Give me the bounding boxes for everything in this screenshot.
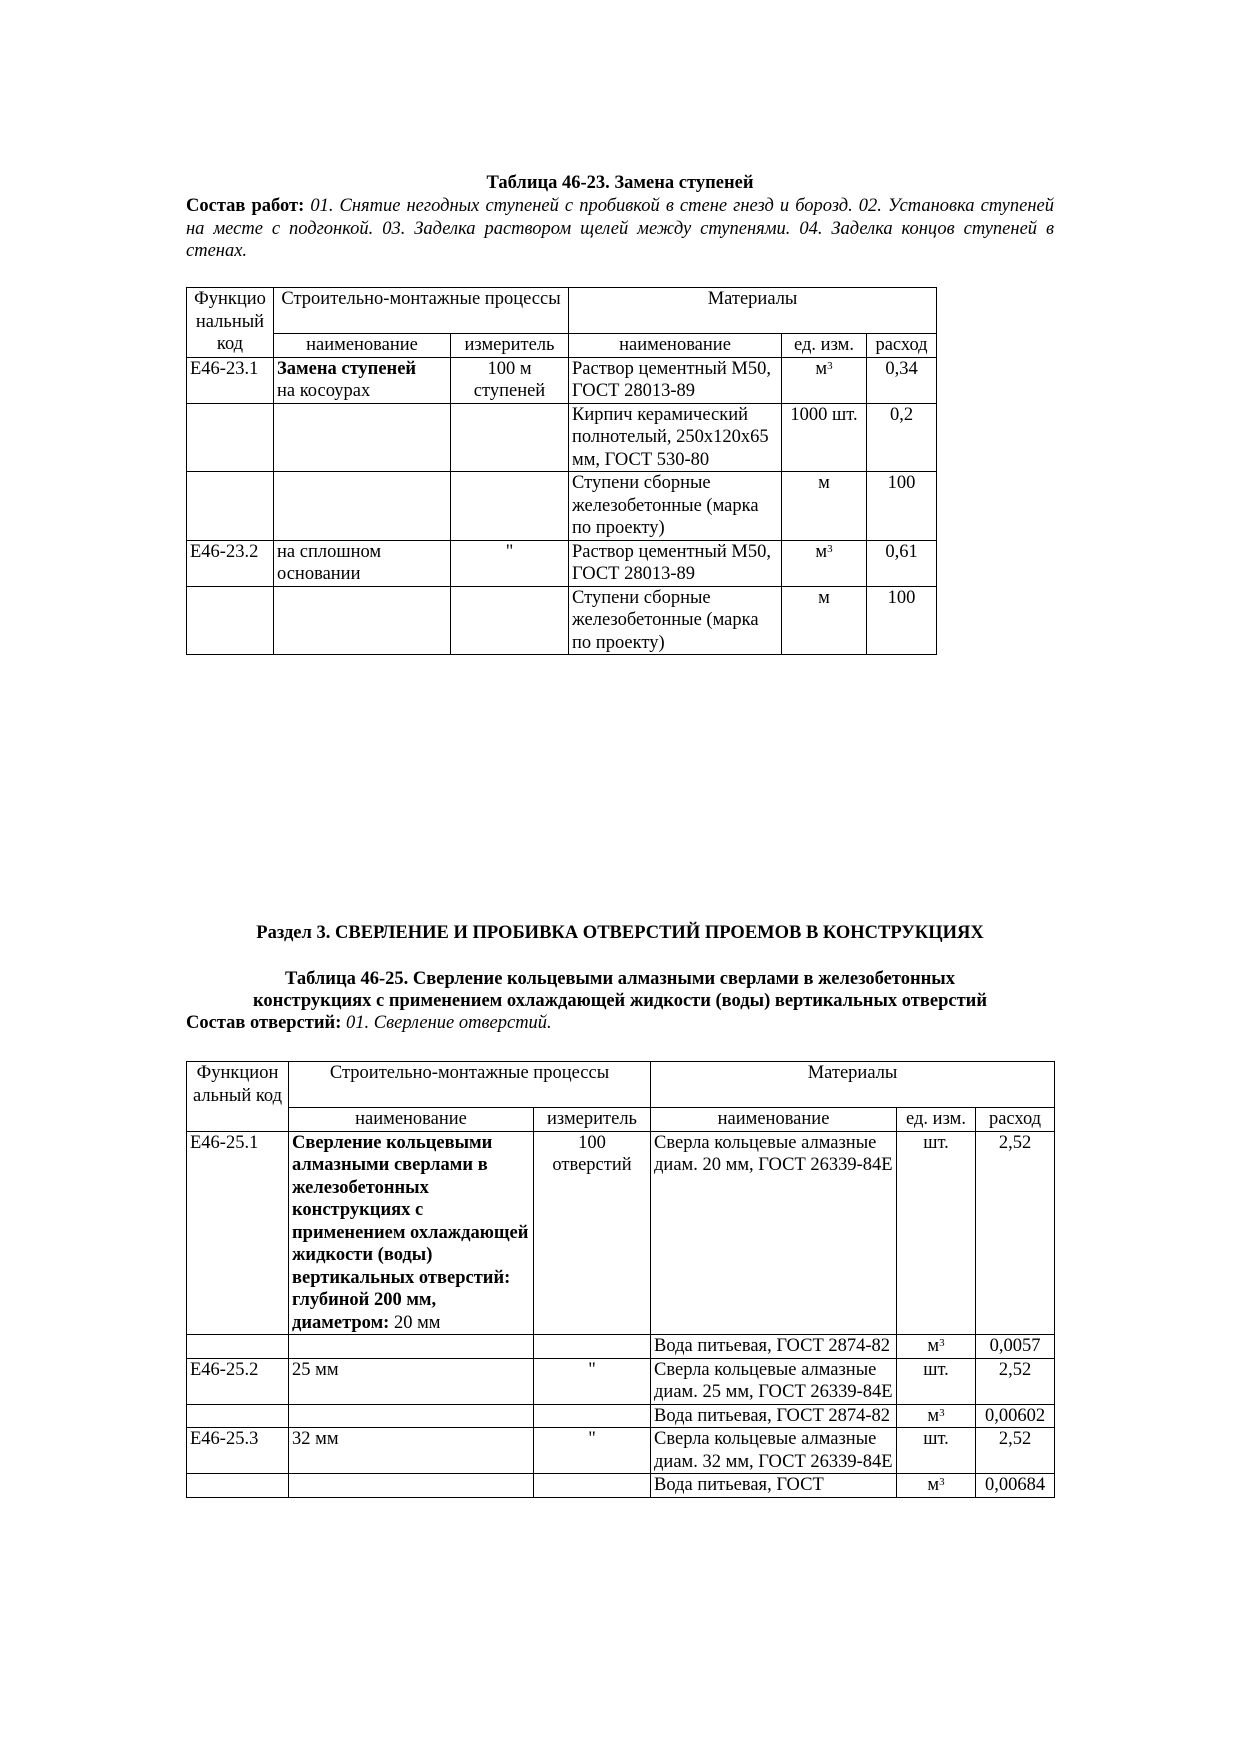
table-46-23 (186, 287, 937, 655)
header-mat-qty: расход (867, 334, 937, 358)
composition-text: 01. Снятие негодных ступеней с пробивкой в стене гнезд и борозд. 02. Установка ступеней на месте с подгонкой. 03. Заделка раствором щелей между ступенями. 04. Заделка концов ступеней в стенах. (186, 196, 1054, 261)
cell-mat-name: Сверла кольцевые алмазные диам. 20 мм, ГОСТ 26339-84Е (651, 1131, 897, 1335)
cell-proc-unit: " (451, 540, 569, 586)
mat-unit: м (927, 1405, 940, 1426)
cell-proc-unit (534, 1404, 651, 1428)
table2-title-line2: конструкциях с применением охлаждающей жидкости (воды) вертикальных отверстий (253, 991, 987, 1011)
mat-unit-sup: 3 (827, 542, 833, 555)
table-row (187, 472, 937, 541)
table2-composition (186, 1012, 1054, 1035)
mat-unit: м (815, 358, 828, 379)
cell-code: Е46-25.2 (187, 1358, 289, 1404)
cell-mat-qty: 0,00602 (976, 1404, 1055, 1428)
cell-mat-unit: шт. (897, 1358, 976, 1404)
cell-code (187, 1335, 289, 1359)
cell-mat-unit: 1000 шт. (782, 403, 867, 472)
mat-unit-sup: 3 (939, 1406, 945, 1419)
cell-mat-unit (897, 1404, 976, 1428)
cell-code (187, 586, 274, 655)
header-mat-unit: ед. изм. (782, 334, 867, 358)
table2-title-line1: Таблица 46-25. Сверление кольцевыми алмазными сверлами в железобетонных (285, 969, 955, 989)
section-title: Раздел 3. СВЕРЛЕНИЕ И ПРОБИВКА ОТВЕРСТИЙ ПРОЕМОВ В КОНСТРУКЦИЯХ (256, 923, 984, 943)
header-mat-name: наименование (651, 1108, 897, 1132)
cell-mat-qty: 2,52 (976, 1428, 1055, 1474)
cell-proc-unit (451, 403, 569, 472)
header-proc-unit: измеритель (534, 1108, 651, 1132)
table-subheader-row (187, 1108, 1055, 1132)
cell-mat-qty: 0,61 (867, 540, 937, 586)
cell-proc-name: 25 мм (289, 1358, 534, 1404)
table-row (187, 1335, 1055, 1359)
table-46-25 (186, 1061, 1055, 1498)
cell-mat-name: Ступени сборные железобетонные (марка по проекту) (569, 586, 782, 655)
cell-code (187, 1474, 289, 1498)
header-processes: Строительно-монтажные процессы (274, 288, 569, 334)
cell-mat-qty: 0,34 (867, 357, 937, 403)
table-subheader-row (187, 334, 937, 358)
cell-code (187, 403, 274, 472)
cell-proc-unit (534, 1474, 651, 1498)
table1-composition (186, 195, 1054, 263)
cell-proc-unit (451, 472, 569, 541)
mat-unit-sup: 3 (827, 359, 833, 372)
composition-text: 01. Сверление отверстий. (341, 1013, 552, 1033)
cell-proc-name (274, 357, 451, 403)
cell-mat-unit (897, 1474, 976, 1498)
proc-name-bold: Замена ступеней (277, 358, 417, 379)
table-row (187, 1404, 1055, 1428)
cell-mat-unit: шт. (897, 1428, 976, 1474)
cell-code: Е46-25.3 (187, 1428, 289, 1474)
cell-mat-name: Вода питьевая, ГОСТ 2874-82 (651, 1404, 897, 1428)
header-proc-name: наименование (289, 1108, 534, 1132)
table-header-row (187, 288, 937, 334)
header-processes: Строительно-монтажные процессы (289, 1062, 651, 1108)
cell-mat-qty: 0,2 (867, 403, 937, 472)
cell-mat-name: Раствор цементный М50, ГОСТ 28013-89 (569, 540, 782, 586)
cell-proc-name (289, 1474, 534, 1498)
header-func-code: Функцио нальный код (187, 288, 274, 358)
proc-name: 20 мм (389, 1312, 441, 1333)
cell-mat-name: Кирпич керамический полнотелый, 250х120х65 мм, ГОСТ 530-80 (569, 403, 782, 472)
mat-unit: м (927, 1336, 940, 1356)
cell-proc-name (274, 403, 451, 472)
cell-mat-unit: шт. (897, 1131, 976, 1335)
cell-proc-name (289, 1131, 534, 1335)
cell-code: Е46-23.1 (187, 357, 274, 403)
table-row (187, 1131, 1055, 1335)
header-materials: Материалы (651, 1062, 1055, 1108)
composition-label: Состав работ: (186, 196, 305, 216)
table-header-row (187, 1062, 1055, 1108)
cell-mat-qty: 0,0057 (976, 1335, 1055, 1359)
cell-mat-unit (782, 540, 867, 586)
cell-proc-name (289, 1404, 534, 1428)
proc-name-bold: Сверление кольцевыми алмазными сверлами в железобетонных конструкциях с применением охлаждающей жидкости (воды) вертикальных отверстий: глубиной 200 мм, диаметром: (292, 1132, 529, 1333)
cell-proc-name (274, 586, 451, 655)
table-row (187, 403, 937, 472)
cell-proc-unit (451, 586, 569, 655)
cell-proc-unit: " (534, 1358, 651, 1404)
cell-mat-qty: 100 (867, 586, 937, 655)
cell-mat-unit: м (782, 586, 867, 655)
cell-code (187, 472, 274, 541)
cell-mat-name: Раствор цементный М50, ГОСТ 28013-89 (569, 357, 782, 403)
table-row (187, 357, 937, 403)
header-mat-unit: ед. изм. (897, 1108, 976, 1132)
proc-name: на косоурах (277, 381, 371, 401)
table-row (187, 586, 937, 655)
cell-proc-name (289, 1335, 534, 1359)
cell-mat-name: Ступени сборные железобетонные (марка по проекту) (569, 472, 782, 541)
cell-mat-name: Сверла кольцевые алмазные диам. 32 мм, ГОСТ 26339-84Е (651, 1428, 897, 1474)
mat-unit-sup: 3 (939, 1476, 945, 1488)
cell-mat-name: Вода питьевая, ГОСТ (651, 1474, 897, 1498)
cell-proc-unit: 100 м ступеней (451, 357, 569, 403)
cell-proc-unit (534, 1335, 651, 1359)
header-mat-qty: расход (976, 1108, 1055, 1132)
cell-proc-unit: 100 отверстий (534, 1131, 651, 1335)
cell-mat-unit: м (782, 472, 867, 541)
table-row (187, 540, 937, 586)
cell-code: Е46-25.1 (187, 1131, 289, 1335)
mat-unit: м (927, 1475, 940, 1495)
table1-title: Таблица 46-23. Замена ступеней (486, 173, 754, 193)
cell-proc-unit: " (534, 1428, 651, 1474)
header-mat-name: наименование (569, 334, 782, 358)
cell-mat-qty: 100 (867, 472, 937, 541)
cell-mat-name: Сверла кольцевые алмазные диам. 25 мм, ГОСТ 26339-84Е (651, 1358, 897, 1404)
cell-proc-name: на сплошном основании (274, 540, 451, 586)
composition-label: Состав отверстий: (186, 1013, 342, 1033)
cell-mat-name: Вода питьевая, ГОСТ 2874-82 (651, 1335, 897, 1359)
cell-proc-name (274, 472, 451, 541)
header-proc-name: наименование (274, 334, 451, 358)
cell-proc-name: 32 мм (289, 1428, 534, 1474)
table-row (187, 1428, 1055, 1474)
cell-mat-unit (782, 357, 867, 403)
table-row (187, 1358, 1055, 1404)
mat-unit: м (815, 541, 828, 562)
mat-unit-sup: 3 (939, 1337, 945, 1349)
table-row (187, 1474, 1055, 1498)
header-materials: Материалы (569, 288, 937, 334)
cell-mat-qty: 2,52 (976, 1131, 1055, 1335)
header-func-code: Функцион альный код (187, 1062, 289, 1132)
cell-mat-unit (897, 1335, 976, 1359)
cell-mat-qty: 0,00684 (976, 1474, 1055, 1498)
cell-mat-qty: 2,52 (976, 1358, 1055, 1404)
cell-code: Е46-23.2 (187, 540, 274, 586)
cell-code (187, 1404, 289, 1428)
header-proc-unit: измеритель (451, 334, 569, 358)
